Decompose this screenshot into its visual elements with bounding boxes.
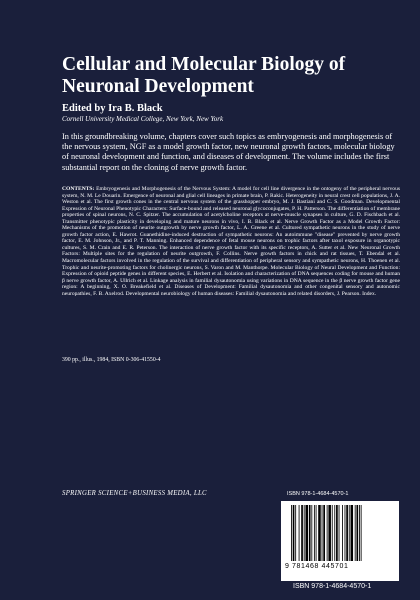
contents-label: CONTENTS: xyxy=(62,186,95,192)
editor-affiliation: Cornell University Medical College, New York, New York xyxy=(62,115,224,123)
contents-text: Embryogenesis and Morphogenesis of the Nervous System: A model for cell line divergence in the ontogeny of the peripheral nervous system, N. M. Le Douarin. Emergence of neuronal and glial cell lineages in primate brain, P. Rakic. Heterogeneity in neural crest cell populations, J. A. Weston et al. The first growth cones in the central nervous system of the grasshopper embryo, M. J. Bastiani and C. S. Goodman. Developmental Expression of Neuronal Phenotypic Characters: Surface-bound and released neuronal glycoconjugates, P. H. Patterson. The differentiation of membrane properties of spinal neurons, N. C. Spitzer. The accumulation of acetylcholine receptors at nerve-muscle synapses in culture, G. D. Fischbach et al. Transmitter phenotypic plasticity in developing and mature neurons in vivo, I. B. Black et al. Nerve Growth Factor as a Model Growth Factor: Mechanisms of the promotion of neurite outgrowth by nerve growth factor, L. A. Greene et al. Cultured sympathetic neurons in the study of nerve growth factor action, E. Hawrot. Guanethidine-induced destruction of sympathetic neurons: An autoimmune "disease" prevented by nerve growth factor, E. M. Johnson, Jr., and P. T. Manning. Enhanced dependence of fetal mouse neurons on trophic factors after taxol exposure in organotypic cultures, S. M. Crain and E. R. Peterson. The interaction of nerve growth factor with its specific receptors, A. Sutter et al. New Neuronal Growth Factors: Multiple sites for the regulation of neurite outgrowth, F. Collins. Nerve growth factors in chick and rat tissues, T. Ebendal et al. Macromolecular factors involved in the regulation of the survival and differentiation of peripheral sensory and sympathetic neurons, H. Thoenen et al. Trophic and neurite-promoting factors for cholinergic neurons, S. Varon and M. Manthorpe. Molecular Biology of Neural Development and Function: Expression of opioid peptide genes in different species, E. Herbert et al. Isolation and characterization of DNA sequences coding for mouse and human β nerve growth factor, A. Ullrich et al. Linkage analysis in familial dysautonomia using variations in DNA sequence in the β nerve growth factor gene region: A beginning, X. O. Breakefield et al. Diseases of Development: Familial dysautonomia and other congenital sensory and autonomic neuropathies, F. B. Axelrod. Developmental neurobiology of human diseases: Familial dysautonomia and related disorders, J. Pearson. Index. xyxy=(62,186,400,297)
barcode-bars-graphic xyxy=(289,505,391,563)
publisher-name: SPRINGER SCIENCE+BUSINESS MEDIA, LLC xyxy=(62,490,207,497)
barcode-digits: 9 781468 445701 xyxy=(285,563,349,570)
book-title: Cellular and Molecular Biology of Neuronal Development xyxy=(62,54,346,97)
editor-line: Edited by Ira B. Black xyxy=(62,103,163,114)
barcode xyxy=(281,501,399,581)
isbn-bottom-label: ISBN 978-1-4684-4570-1 xyxy=(293,583,372,590)
contents-paragraph xyxy=(62,186,400,297)
publication-info: 390 pp., illus., 1984, ISBN 0-306-41550-4 xyxy=(62,357,161,363)
isbn-top-label: ISBN 978-1-4684-4570-1 xyxy=(287,491,349,497)
intro-paragraph: In this groundbreaking volume, chapters cover such topics as embryogenesis and morphogenesis of the nervous system, NGF as a model growth factor, new neuronal growth factors, molecular biology of neuronal development and function, and diseases of development. The volume includes the first substantial report on the cloning of nerve growth factor. xyxy=(62,132,395,172)
